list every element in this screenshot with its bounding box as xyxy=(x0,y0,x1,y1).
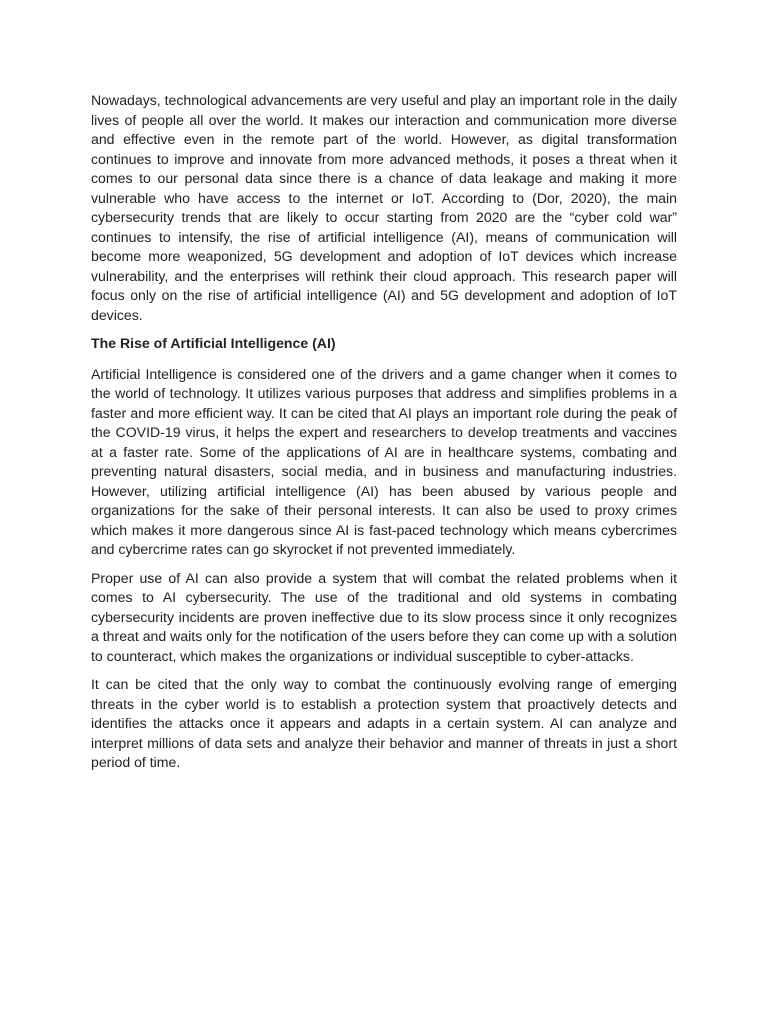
document-body xyxy=(91,91,677,782)
paragraph-ai-overview: Artificial Intelligence is considered one of the drivers and a game changer when it comes to the world of technology. It utilizes various purposes that address and simplifies problems in a faster and more efficient way. It can be cited that AI plays an important role during the peak of the COVID-19 virus, it helps the expert and researchers to develop treatments and vaccines at a faster rate. Some of the applications of AI are in healthcare systems, combating and preventing natural disasters, social media, and in business and manufacturing industries. However, utilizing artificial intelligence (AI) has been abused by various people and organizations for the sake of their personal interests. It can also be used to proxy crimes which makes it more dangerous since AI is fast-paced technology which means cybercrimes and cybercrime rates can go skyrocket if not prevented immediately. xyxy=(91,365,677,557)
paragraph-ai-cybersecurity: Proper use of AI can also provide a system that will combat the related problems when it comes to AI cybersecurity. The use of the traditional and old systems in combating cybersecurity incidents are proven ineffective due to its slow process since it only recognizes a threat and waits only for the notification of the users before they can come up with a solution to counteract, which makes the organizations or individual susceptible to cyber-attacks. xyxy=(91,569,678,664)
section-heading: The Rise of Artificial Intelligence (AI) xyxy=(91,335,336,351)
paragraph-intro: Nowadays, technological advancements are very useful and play an important role in the daily lives of people all over the world. It makes our interaction and communication more diverse and effective even in the remote part of the world. However, as digital transformation continues to improve and innovate from more advanced methods, it poses a threat when it comes to our personal data since there is a chance of data leakage and making it more vulnerable who have access to the internet or IoT. According to (Dor, 2020), the main cybersecurity trends that are likely to occur starting from 2020 are the “cyber cold war” continues to intensify, the rise of artificial intelligence (AI), means of communication will become more weaponized, 5G development and adoption of IoT devices which increase vulnerability, and the enterprises will rethink their cloud approach. This research paper will focus only on the rise of artificial intelligence (AI) and 5G development and adoption of IoT devices. xyxy=(91,92,678,323)
paragraph-protection-system: It can be cited that the only way to combat the continuously evolving range of emerging threats in the cyber world is to establish a protection system that proactively detects and identifies the attacks once it appears and adapts in a certain system. AI can analyze and interpret millions of data sets and analyze their behavior and manner of threats in just a short period of time. xyxy=(91,676,677,770)
